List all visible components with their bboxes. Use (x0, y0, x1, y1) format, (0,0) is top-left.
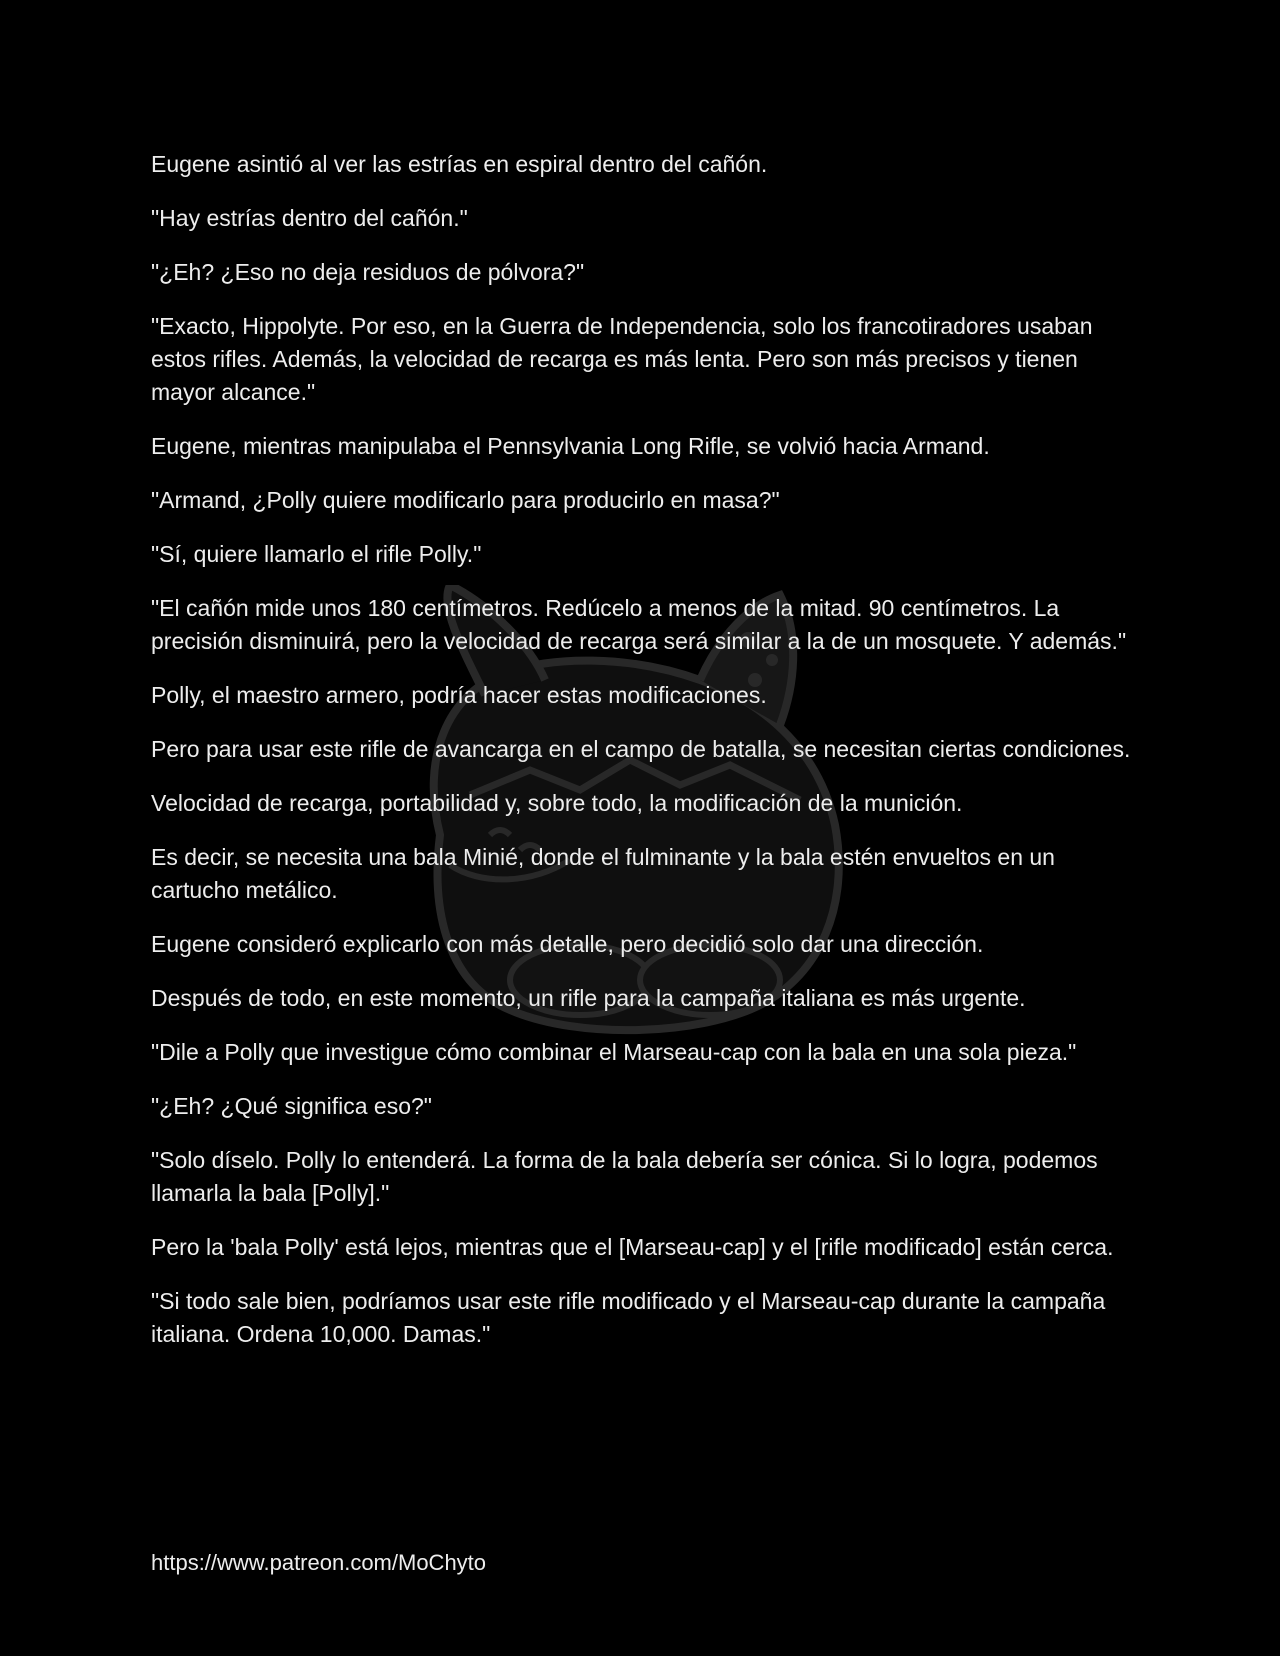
paragraph: Polly, el maestro armero, podría hacer estas modificaciones. (151, 682, 767, 708)
paragraph: "Dile a Polly que investigue cómo combinar el Marseau-cap con la bala en una sola pieza." (151, 1039, 1077, 1065)
paragraph: "Exacto, Hippolyte. Por eso, en la Guerra de Independencia, solo los francotiradores usaban estos rifles. Además, la velocidad de recarga es más lenta. Pero son más precisos y tienen mayor alcance." (151, 313, 1093, 405)
paragraph: Eugene asintió al ver las estrías en espiral dentro del cañón. (151, 151, 768, 177)
paragraph: "¿Eh? ¿Eso no deja residuos de pólvora?" (151, 259, 585, 285)
paragraph: "Armand, ¿Polly quiere modificarlo para producirlo en masa?" (151, 487, 780, 513)
paragraph: "El cañón mide unos 180 centímetros. Redúcelo a menos de la mitad. 90 centímetros. La precisión disminuirá, pero la velocidad de recarga será similar a la de un mosquete. Y además." (151, 595, 1127, 654)
paragraph: Eugene, mientras manipulaba el Pennsylvania Long Rifle, se volvió hacia Armand. (151, 433, 990, 459)
paragraph: "Hay estrías dentro del cañón." (151, 205, 468, 231)
paragraph: Pero para usar este rifle de avancarga en el campo de batalla, se necesitan ciertas condiciones. (151, 736, 1131, 762)
paragraph: Después de todo, en este momento, un rifle para la campaña italiana es más urgente. (151, 985, 1026, 1011)
paragraph: Pero la 'bala Polly' está lejos, mientras que el [Marseau-cap] y el [rifle modificado] están cerca. (151, 1234, 1114, 1260)
patreon-link[interactable]: https://www.patreon.com/MoChyto (151, 1550, 487, 1575)
chapter-text (151, 148, 1141, 1372)
paragraph: Es decir, se necesita una bala Minié, donde el fulminante y la bala estén envueltos en un cartucho metálico. (151, 844, 1055, 903)
paragraph: "Sí, quiere llamarlo el rifle Polly." (151, 541, 482, 567)
paragraph: "¿Eh? ¿Qué significa eso?" (151, 1093, 432, 1119)
paragraph: Velocidad de recarga, portabilidad y, sobre todo, la modificación de la munición. (151, 790, 963, 816)
paragraph: "Solo díselo. Polly lo entenderá. La forma de la bala debería ser cónica. Si lo logra, podemos llamarla la bala [Polly]." (151, 1147, 1098, 1206)
paragraph: Eugene consideró explicarlo con más detalle, pero decidió solo dar una dirección. (151, 931, 984, 957)
paragraph: "Si todo sale bien, podríamos usar este rifle modificado y el Marseau-cap durante la campaña italiana. Ordena 10,000. Damas." (151, 1288, 1106, 1347)
